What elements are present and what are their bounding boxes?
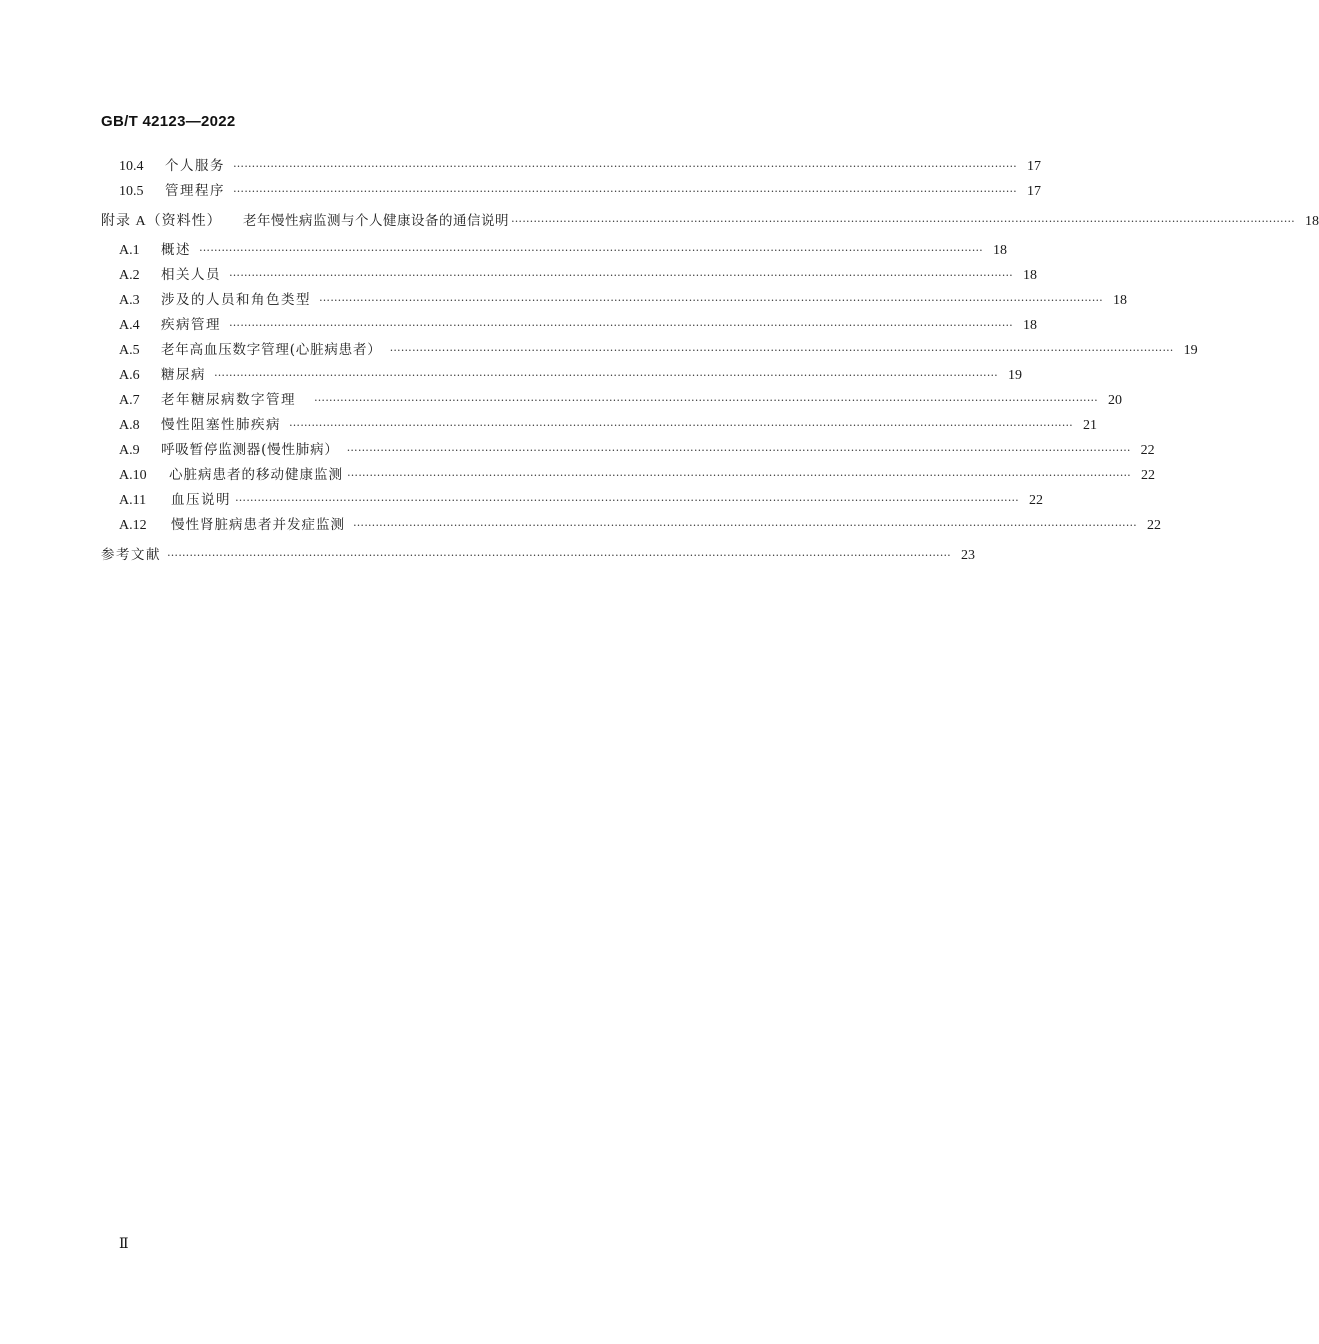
- toc-entry-title: 概述: [161, 242, 191, 258]
- toc-leader-dots: …………………………………………………………………………………………………………………………………………………………………………………………: [167, 546, 951, 559]
- toc-entry-number: A.2: [119, 268, 140, 283]
- toc-entry-title: 老年慢性病监测与个人健康设备的通信说明: [243, 213, 509, 229]
- toc-entry-page: 22: [1147, 518, 1161, 533]
- toc-entry-title: 相关人员: [161, 267, 221, 283]
- toc-entry-number: A.7: [119, 393, 140, 408]
- toc-entry-title: 慢性阻塞性肺疾病: [161, 417, 281, 433]
- toc-entry-title: 糖尿病: [161, 367, 206, 383]
- toc-leader-dots: …………………………………………………………………………………………………………………………………………………………………………………………: [511, 212, 1295, 225]
- toc-entry-number: A.6: [119, 368, 140, 383]
- toc-entry[interactable]: [119, 415, 1097, 435]
- toc-entry-number: A.4: [119, 318, 140, 333]
- page-number: Ⅱ: [119, 1237, 129, 1252]
- toc-entry-number: A.9: [119, 443, 140, 458]
- toc-leader-dots: …………………………………………………………………………………………………………………………………………………………………………………………: [319, 291, 1103, 304]
- toc-entry[interactable]: [119, 515, 1161, 535]
- toc-entry-number: A.1: [119, 243, 140, 258]
- toc-entry-page: 17: [1027, 159, 1041, 174]
- toc-leader-dots: …………………………………………………………………………………………………………………………………………………………………………………………: [229, 316, 1013, 329]
- toc-entry[interactable]: [119, 365, 1022, 385]
- toc-entry[interactable]: [119, 156, 1041, 176]
- toc-entry[interactable]: [119, 490, 1043, 510]
- toc-entry-number: 10.4: [119, 159, 144, 174]
- toc-entry-page: 18: [1305, 214, 1319, 229]
- toc-leader-dots: …………………………………………………………………………………………………………………………………………………………………………………………: [214, 366, 998, 379]
- document-code: GB/T 42123—2022: [101, 113, 236, 130]
- toc-entry-number: 附录 A（资料性）: [101, 214, 222, 229]
- toc-leader-dots: …………………………………………………………………………………………………………………………………………………………………………………………: [233, 182, 1017, 195]
- toc-entry-title: 参考文献: [101, 547, 161, 563]
- toc-entry-number: A.12: [119, 518, 147, 533]
- toc-entry-page: 21: [1083, 418, 1097, 433]
- toc-entry-title: 个人服务: [165, 158, 225, 174]
- toc-leader-dots: …………………………………………………………………………………………………………………………………………………………………………………………: [347, 466, 1131, 479]
- toc-entry-title: 涉及的人员和角色类型: [161, 292, 311, 308]
- toc-entry[interactable]: [119, 340, 1198, 360]
- toc-entry-title: 老年糖尿病数字管理: [161, 392, 296, 408]
- toc-entry-title: 管理程序: [165, 183, 225, 199]
- toc-leader-dots: …………………………………………………………………………………………………………………………………………………………………………………………: [314, 391, 1098, 404]
- toc-entry[interactable]: [119, 181, 1041, 201]
- toc-entry-number: A.8: [119, 418, 140, 433]
- toc-entry-title: 疾病管理: [161, 317, 221, 333]
- toc-entry-page: 19: [1008, 368, 1022, 383]
- toc-entry-number: A.10: [119, 468, 147, 483]
- toc-entry-title: 慢性肾脏病患者并发症监测: [171, 517, 345, 533]
- toc-leader-dots: …………………………………………………………………………………………………………………………………………………………………………………………: [229, 266, 1013, 279]
- toc-entry[interactable]: [119, 290, 1127, 310]
- toc-entry-page: 18: [993, 243, 1007, 258]
- toc-entry-page: 17: [1027, 184, 1041, 199]
- toc-entry-number: A.11: [119, 493, 147, 508]
- toc-entry-page: 18: [1023, 318, 1037, 333]
- toc-entry[interactable]: [119, 390, 1122, 410]
- toc-entry-title: 心脏病患者的移动健康监测: [169, 467, 343, 483]
- toc-entry-title: 呼吸暂停监测器(慢性肺病）: [161, 442, 339, 458]
- toc-entry-page: 19: [1183, 343, 1198, 358]
- toc-entry-page: 23: [961, 548, 975, 563]
- toc-leader-dots: …………………………………………………………………………………………………………………………………………………………………………………………: [289, 416, 1073, 429]
- toc-leader-dots: …………………………………………………………………………………………………………………………………………………………………………………………: [199, 241, 983, 254]
- toc-entry-page: 18: [1023, 268, 1037, 283]
- toc-leader-dots: …………………………………………………………………………………………………………………………………………………………………………………………: [235, 491, 1019, 504]
- toc-entry-number: 10.5: [119, 184, 144, 199]
- toc-entry-title: 老年高血压数字管理(心脏病患者）: [161, 342, 382, 358]
- toc-entry-page: 20: [1108, 393, 1122, 408]
- toc-entry-title: 血压说明: [171, 492, 231, 508]
- toc-entry-references[interactable]: [101, 545, 975, 565]
- toc-entry[interactable]: [119, 315, 1037, 335]
- toc-leader-dots: …………………………………………………………………………………………………………………………………………………………………………………………: [233, 157, 1017, 170]
- toc-entry[interactable]: [119, 440, 1155, 460]
- toc-entry[interactable]: [119, 465, 1155, 485]
- toc-leader-dots: …………………………………………………………………………………………………………………………………………………………………………………………: [389, 341, 1174, 354]
- toc-entry-page: 18: [1113, 293, 1127, 308]
- toc-leader-dots: …………………………………………………………………………………………………………………………………………………………………………………………: [353, 516, 1137, 529]
- toc-entry[interactable]: [119, 265, 1037, 285]
- toc-entry[interactable]: [119, 240, 1007, 260]
- toc-entry-page: 22: [1029, 493, 1043, 508]
- toc-entry-page: 22: [1140, 443, 1155, 458]
- toc-entry-number: A.5: [119, 343, 140, 358]
- toc-leader-dots: …………………………………………………………………………………………………………………………………………………………………………………………: [346, 441, 1131, 454]
- toc-entry-appendix[interactable]: [101, 211, 1319, 231]
- toc-entry-number: A.3: [119, 293, 140, 308]
- toc-entry-page: 22: [1141, 468, 1155, 483]
